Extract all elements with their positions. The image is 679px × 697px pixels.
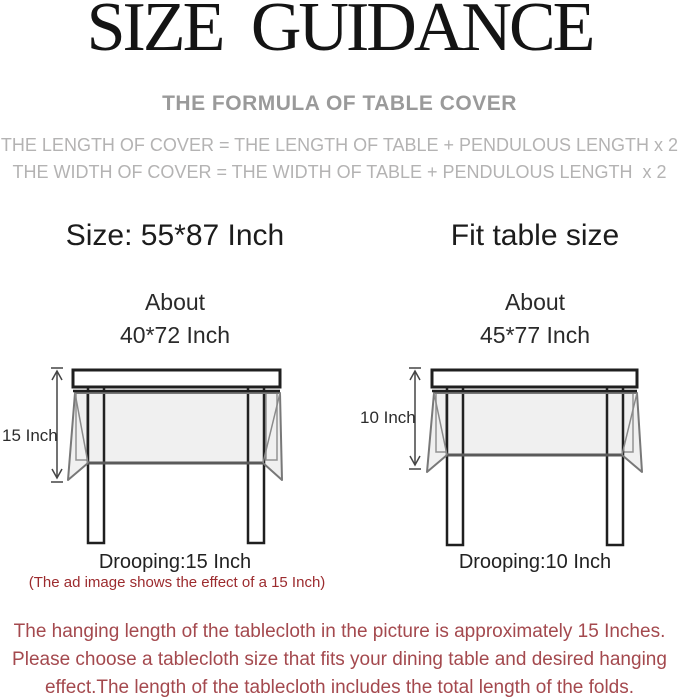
right-drooping-caption: Drooping:10 Inch [458, 551, 612, 573]
footer-note-line-1: The hanging length of the tablecloth in the picture is approximately 15 Inches. [13, 621, 666, 642]
right-drop-length-label: 10 Inch [360, 408, 416, 427]
footer-note [0, 618, 679, 697]
right-column-header: Fit table size [450, 219, 620, 252]
formula-heading: THE FORMULA OF TABLE COVER [162, 92, 517, 115]
footer-note-line-2: Please choose a tablecloth size that fits your dining table and desired hanging [12, 649, 667, 670]
left-column-header: Size: 55*87 Inch [65, 219, 285, 252]
drop-arrow-left [51, 368, 63, 482]
left-about-size: 40*72 Inch [120, 322, 230, 348]
table-diagram-left [20, 355, 350, 550]
formula-line-width: THE WIDTH OF COVER = THE WIDTH OF TABLE + PENDULOUS LENGTH x 2 [12, 162, 667, 182]
tabletop [432, 370, 637, 387]
table-diagram-right [350, 355, 679, 550]
left-drop-length-label: 15 Inch [2, 426, 58, 445]
right-about-label: About [504, 289, 566, 315]
left-about-label: About [144, 289, 206, 315]
ad-effect-note: (The ad image shows the effect of a 15 Inch) [28, 574, 326, 591]
formula-line-length: THE LENGTH OF COVER = THE LENGTH OF TABLE + PENDULOUS LENGTH x 2 [0, 135, 679, 155]
left-drooping-caption: Drooping:15 Inch [98, 551, 252, 573]
tabletop [73, 370, 280, 387]
page-title: SIZE GUIDANCE [86, 0, 593, 66]
right-about-size: 45*77 Inch [480, 322, 590, 348]
footer-note-line-3: effect.The length of the tablecloth includes the total length of the folds. [44, 677, 635, 697]
